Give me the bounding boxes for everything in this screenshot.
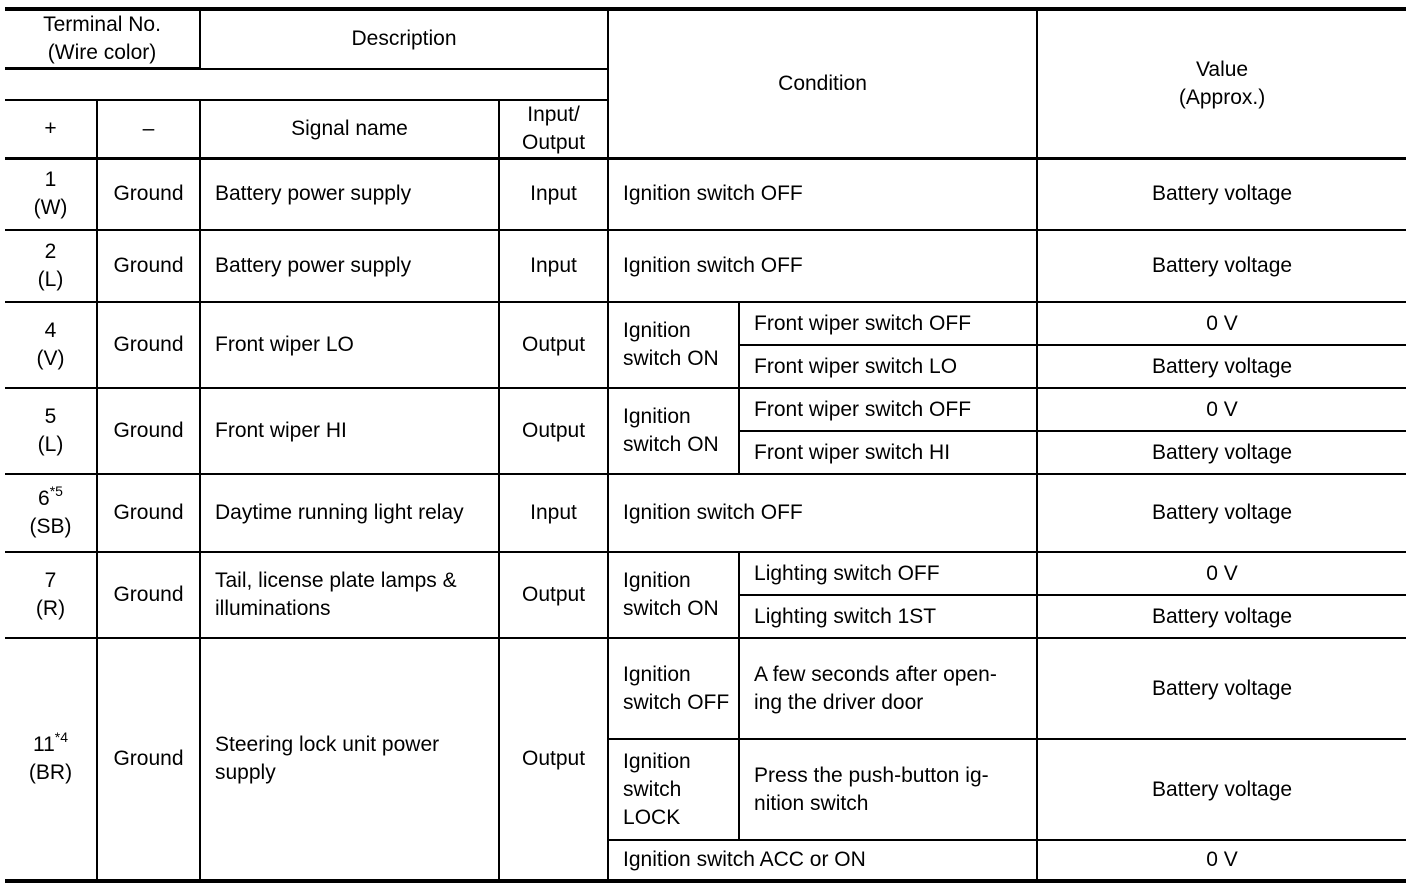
condition-group: Ignition switch ON xyxy=(608,552,739,638)
io-cell: Input xyxy=(499,474,608,552)
signal-name-header: Signal name xyxy=(200,100,499,159)
description-header: Description xyxy=(200,9,608,69)
table-row xyxy=(5,388,1406,431)
io-cell: Output xyxy=(499,302,608,388)
condition-cell: Lighting switch 1ST xyxy=(739,595,1037,638)
table-row xyxy=(5,638,1406,739)
condition-cell: A few seconds after open-ing the driver door xyxy=(739,638,1037,739)
terminal-number: 1 xyxy=(44,168,57,192)
io-cell: Output xyxy=(499,388,608,474)
condition-cell: Front wiper switch OFF xyxy=(739,388,1037,431)
value-cell: 0 V xyxy=(1037,388,1406,431)
ground-cell: Ground xyxy=(97,230,200,302)
table-row xyxy=(5,552,1406,595)
table-row xyxy=(5,302,1406,345)
signal-name: Front wiper HI xyxy=(200,388,499,474)
terminal-no-label: Terminal No. xyxy=(43,13,161,36)
terminal-number: 11 xyxy=(32,733,55,756)
wire-color: (BR) xyxy=(28,761,73,784)
condition-cell: Ignition switch OFF xyxy=(608,230,1037,302)
wire-color: (R) xyxy=(35,597,66,620)
condition-cell: Front wiper switch HI xyxy=(739,431,1037,474)
signal-name: Front wiper LO xyxy=(200,302,499,388)
condition-cell: Ignition switch OFF xyxy=(608,158,1037,230)
io-cell: Output xyxy=(499,552,608,638)
ground-cell: Ground xyxy=(97,474,200,552)
output-label: Output xyxy=(521,130,586,154)
plus-header: + xyxy=(5,100,97,159)
io-cell: Input xyxy=(499,158,608,230)
value-cell: 0 V xyxy=(1037,840,1406,881)
terminal-number: 7 xyxy=(44,569,57,592)
terminal-number: 5 xyxy=(44,405,57,428)
condition-cell: Press the push-button ig-nition switch xyxy=(739,739,1037,840)
condition-group: Ignition switch ON xyxy=(608,388,739,474)
value-header xyxy=(1037,9,1406,158)
io-cell: Input xyxy=(499,230,608,302)
value-cell: Battery voltage xyxy=(1037,158,1406,230)
ground-cell: Ground xyxy=(97,638,200,881)
ground-cell: Ground xyxy=(97,552,200,638)
ground-cell: Ground xyxy=(97,158,200,230)
value-cell: 0 V xyxy=(1037,302,1406,345)
io-header xyxy=(499,100,608,159)
footnote-marker: *5 xyxy=(49,483,63,499)
io-cell: Output xyxy=(499,638,608,881)
value-cell: Battery voltage xyxy=(1037,230,1406,302)
footnote-marker: *4 xyxy=(54,729,69,745)
table-row xyxy=(5,230,1406,302)
condition-cell: Lighting switch OFF xyxy=(739,552,1037,595)
wire-color-label: (Wire color) xyxy=(47,41,157,64)
value-cell: Battery voltage xyxy=(1037,739,1406,840)
terminal-number: 6 xyxy=(38,487,50,510)
wire-color: (L) xyxy=(37,433,64,456)
value-cell: Battery voltage xyxy=(1037,638,1406,739)
signal-name: Battery power supply xyxy=(200,158,499,230)
condition-group: Ignition switch OFF xyxy=(608,638,739,739)
minus-header: – xyxy=(97,100,200,159)
condition-group: Ignition switch ON xyxy=(608,302,739,388)
ground-cell: Ground xyxy=(97,302,200,388)
wire-color: (L) xyxy=(37,268,64,291)
terminal-header xyxy=(5,9,200,69)
condition-cell: Front wiper switch OFF xyxy=(739,302,1037,345)
value-cell: Battery voltage xyxy=(1037,345,1406,388)
terminal-number: 4 xyxy=(44,319,57,342)
value-cell: Battery voltage xyxy=(1037,474,1406,552)
wire-color: (V) xyxy=(36,347,65,370)
condition-header: Condition xyxy=(608,9,1037,158)
condition-cell: Front wiper switch LO xyxy=(739,345,1037,388)
signal-name: Daytime running light relay xyxy=(200,474,499,552)
ground-cell: Ground xyxy=(97,388,200,474)
approx-label: (Approx.) xyxy=(1178,85,1266,109)
terminal-spec-table xyxy=(5,7,1406,883)
value-cell: Battery voltage xyxy=(1037,595,1406,638)
condition-cell: Ignition switch ACC or ON xyxy=(608,840,1037,881)
table-row xyxy=(5,158,1406,230)
terminal-number: 2 xyxy=(44,240,57,263)
signal-name: Tail, license plate lamps & illuminations xyxy=(200,552,499,638)
value-label: Value xyxy=(1195,57,1249,81)
wire-color: (W) xyxy=(33,196,68,220)
condition-group: Ignition switch LOCK xyxy=(608,739,739,840)
value-cell: 0 V xyxy=(1037,552,1406,595)
value-cell: Battery voltage xyxy=(1037,431,1406,474)
signal-name: Steering lock unit power supply xyxy=(200,638,499,881)
wire-color: (SB) xyxy=(29,515,72,538)
signal-name: Battery power supply xyxy=(200,230,499,302)
condition-cell: Ignition switch OFF xyxy=(608,474,1037,552)
table-row xyxy=(5,474,1406,552)
input-label: Input/ xyxy=(527,102,580,126)
